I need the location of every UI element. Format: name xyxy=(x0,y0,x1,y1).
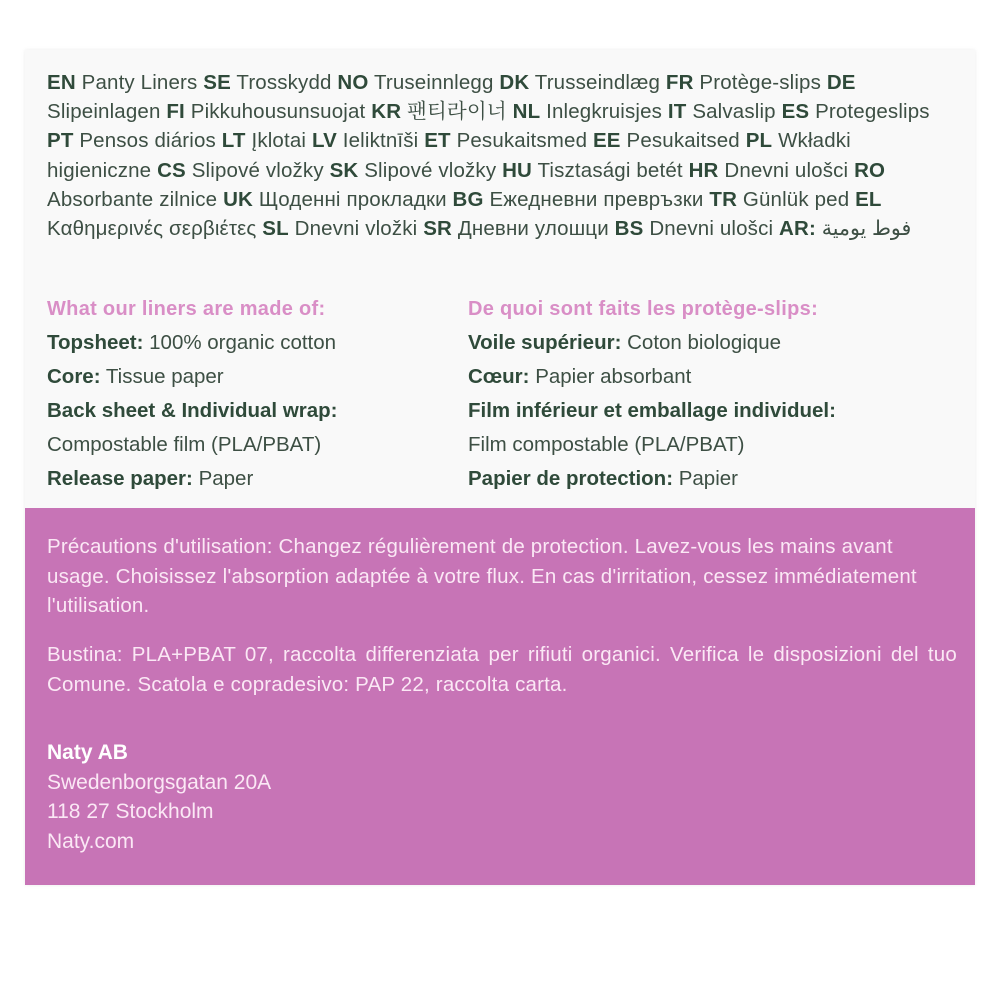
top-section xyxy=(25,50,975,508)
material-label: Core: xyxy=(47,365,101,388)
disposal-text: Bustina: PLA+PBAT 07, raccolta differenziata per rifiuti organici. Verifica le disposizioni del tuo Comune. Scatola e copradesivo: PAP 22, raccolta carta. xyxy=(47,643,957,696)
language-translation: Щоденні прокладки xyxy=(258,187,447,211)
material-row xyxy=(47,394,487,428)
language-translation: Ежедневни превръзки xyxy=(489,187,704,211)
address-city: 118 27 Stockholm xyxy=(47,800,214,823)
material-value: Papier xyxy=(678,467,738,490)
language-code: KR xyxy=(371,100,402,124)
language-code: HU xyxy=(502,158,533,182)
language-translation: Įklotai xyxy=(251,129,307,153)
language-translation: Καθημερινές σερβιέτες xyxy=(47,217,257,241)
language-translation: Absorbante zilnice xyxy=(47,187,218,211)
material-value: Coton biologique xyxy=(627,331,781,354)
material-row xyxy=(468,326,908,360)
material-label: Back sheet & Individual wrap: xyxy=(47,399,338,422)
french-heading: De quoi sont faits les protège-slips: xyxy=(468,298,819,320)
material-row xyxy=(468,428,908,462)
material-value: 100% organic cotton xyxy=(149,331,337,354)
company-name: Naty AB xyxy=(47,741,128,764)
language-code: EE xyxy=(592,129,621,153)
material-row xyxy=(468,462,908,496)
language-translation: Protegeslips xyxy=(815,100,930,124)
language-code: PL xyxy=(745,129,773,153)
material-value: Tissue paper xyxy=(105,365,224,388)
language-translation: Wkładki higieniczne xyxy=(47,129,851,182)
language-code: SR xyxy=(423,217,452,241)
company-address xyxy=(47,738,271,856)
material-value: Compostable film (PLA/PBAT) xyxy=(47,433,322,456)
material-label: Voile supérieur: xyxy=(468,331,622,354)
language-code: LV xyxy=(311,129,337,153)
language-translation: Dnevni vložki xyxy=(294,217,418,241)
language-translation: Pesukaitsmed xyxy=(456,129,588,153)
language-translation: Ieliktnīši xyxy=(342,129,419,153)
material-row xyxy=(47,360,487,394)
language-code: DK xyxy=(499,71,530,94)
language-code: SL xyxy=(262,217,289,241)
language-code: DE xyxy=(826,71,856,94)
language-code: IT xyxy=(667,100,687,124)
language-translation: Salvaslip xyxy=(692,100,776,124)
language-code: UK xyxy=(223,187,253,211)
language-translation: Dnevni ulošci xyxy=(649,217,774,241)
material-label: Cœur: xyxy=(468,365,530,388)
language-code: EL xyxy=(855,187,882,211)
language-translation: Slipeinlagen xyxy=(47,100,161,124)
material-row xyxy=(47,428,487,462)
language-code: LT xyxy=(221,129,246,153)
language-translation: فوط يومية xyxy=(821,217,912,241)
english-materials xyxy=(47,292,487,496)
material-row xyxy=(468,360,908,394)
language-translation: Pensos diários xyxy=(79,129,216,153)
language-code: BS xyxy=(614,217,644,241)
language-translation: Pikkuhousunsuojat xyxy=(190,100,366,124)
language-translation: Slipové vložky xyxy=(364,158,497,182)
material-label: Papier de protection: xyxy=(468,467,674,490)
material-label: Release paper: xyxy=(47,467,193,490)
language-translation: Trosskydd xyxy=(236,71,332,94)
french-rows xyxy=(468,326,908,496)
material-label: Topsheet: xyxy=(47,331,144,354)
material-value: Papier absorbant xyxy=(535,365,692,388)
language-code: SK xyxy=(329,158,359,182)
english-heading: What our liners are made of: xyxy=(47,298,326,320)
language-code: CS xyxy=(157,158,186,182)
language-code: BG xyxy=(452,187,484,211)
language-translation: Inlegkruisjes xyxy=(546,100,663,124)
language-translation: Pesukaitsed xyxy=(626,129,740,153)
language-translation: Dnevni ulošci xyxy=(724,158,849,182)
french-materials xyxy=(468,292,908,496)
material-value: Film compostable (PLA/PBAT) xyxy=(468,433,745,456)
language-translation: 팬티라이너 xyxy=(407,100,507,124)
language-translation: Protège-slips xyxy=(699,71,821,94)
language-translation: Günlük ped xyxy=(742,187,850,211)
language-translation: Panty Liners xyxy=(81,71,198,94)
language-translation: Trusseindlæg xyxy=(534,71,661,94)
address-street: Swedenborgsgatan 20A xyxy=(47,770,272,794)
language-code: RO xyxy=(854,158,886,182)
language-list xyxy=(47,68,959,243)
english-rows xyxy=(47,326,487,496)
language-code: HR xyxy=(688,158,719,182)
info-band xyxy=(25,508,975,885)
language-code: FI xyxy=(166,100,185,124)
language-translation: Slipové vložky xyxy=(191,158,324,182)
material-label: Film inférieur et emballage individuel: xyxy=(468,399,836,422)
language-code: AR: xyxy=(779,217,816,241)
language-code: ES xyxy=(781,100,810,124)
language-code: TR xyxy=(709,187,738,211)
material-value: Paper xyxy=(198,467,254,490)
package-panel xyxy=(25,50,975,885)
language-code: SE xyxy=(203,71,231,94)
material-row xyxy=(47,326,487,360)
material-row xyxy=(468,394,908,428)
language-code: NL xyxy=(512,100,541,124)
language-translation: Truseinnlegg xyxy=(373,71,494,94)
language-code: NO xyxy=(337,71,369,94)
language-code: FR xyxy=(665,71,694,94)
language-code: ET xyxy=(424,129,451,153)
language-code: EN xyxy=(47,71,76,94)
material-row xyxy=(47,462,487,496)
language-translation: Дневни улошци xyxy=(457,217,609,241)
language-code: PT xyxy=(47,129,74,153)
website-link[interactable]: Naty.com xyxy=(47,829,135,853)
language-translation: Tisztasági betét xyxy=(537,158,683,182)
precautions-text: Précautions d'utilisation: Changez régulièrement de protection. Lavez-vous les mains avant usage. Choisissez l'absorption adaptée à votre flux. En cas d'irritation, cessez immédiatement l'utilisation. xyxy=(47,535,917,617)
